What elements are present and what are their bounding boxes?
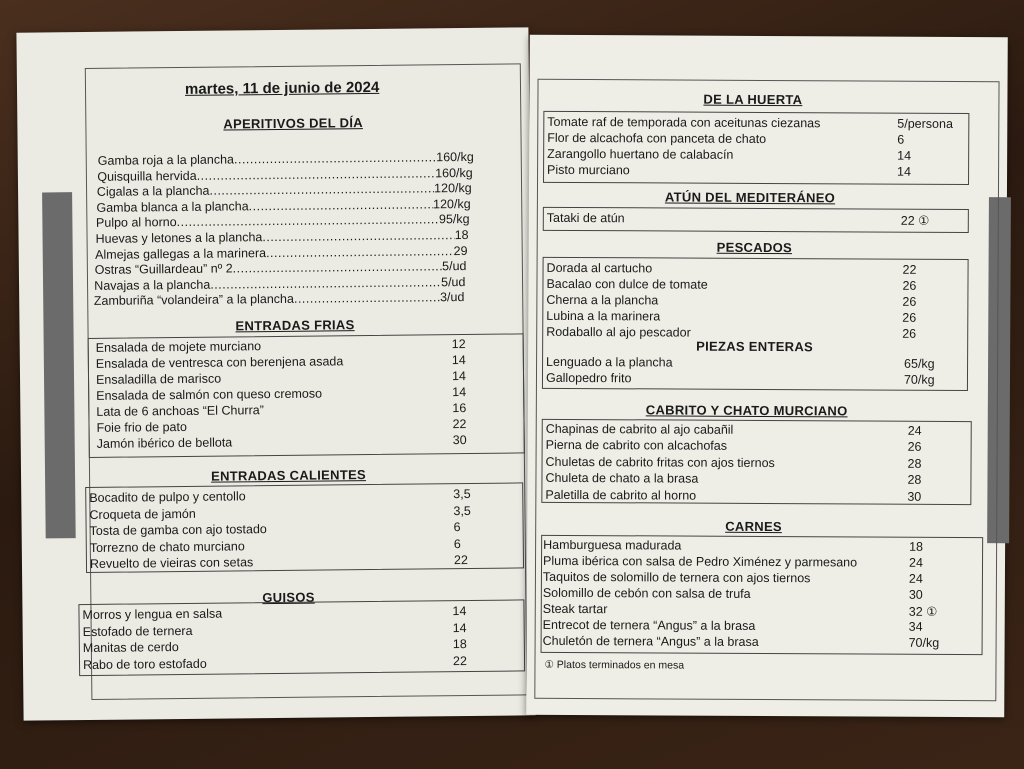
- item-price: 26: [907, 440, 922, 455]
- item-price: 160/kg: [435, 165, 473, 180]
- menu-item: [546, 276, 917, 293]
- dot-leader: [234, 150, 436, 166]
- item-price: 30: [908, 587, 923, 602]
- item-price: 22: [902, 262, 917, 277]
- item-name: Manitas de cerdo: [82, 640, 179, 656]
- item-price: 14: [897, 148, 912, 163]
- dot-leader: [209, 182, 434, 198]
- item-price: 18: [909, 539, 924, 554]
- section-title-carnes: CARNES: [725, 518, 782, 535]
- item-name: Tomate raf de temporada con aceitunas ciezanas: [547, 114, 821, 131]
- item-price: 26: [902, 278, 917, 293]
- section-title-pescados: PESCADOS: [716, 239, 793, 256]
- section-title-entradas-calientes: ENTRADAS CALIENTES: [210, 467, 367, 484]
- menu-item: [96, 385, 467, 403]
- menu-item: [547, 146, 912, 163]
- item-name: Zamburiña “volandeira” a la plancha: [93, 292, 295, 309]
- menu-item: [89, 536, 461, 555]
- item-price: 3,5: [453, 486, 471, 502]
- menu-item: [542, 617, 923, 634]
- item-name: Lubina a la marinera: [546, 308, 661, 324]
- menu-item: [545, 454, 922, 471]
- menu-item: [546, 292, 917, 309]
- item-price: 95/kg: [438, 212, 470, 227]
- menu-item: [547, 130, 905, 147]
- section-title-entradas-frias: ENTRADAS FRIAS: [235, 317, 355, 334]
- dot-leader: [262, 228, 454, 244]
- item-price: 65/kg: [904, 356, 935, 371]
- menu-item: [95, 353, 466, 371]
- item-name: Pierna de cabrito con alcachofas: [545, 438, 728, 454]
- item-price: 18: [454, 227, 469, 243]
- item-price: 3,5: [453, 503, 471, 518]
- dot-leader: [210, 275, 441, 291]
- menu-item: [546, 354, 935, 371]
- item-price: 30: [907, 489, 922, 504]
- item-price: 22: [452, 417, 467, 432]
- menu-item: [542, 633, 940, 650]
- item-price: 3/ud: [439, 290, 465, 305]
- item-name: Quisquilla hervida: [97, 168, 197, 184]
- menu-item: [546, 210, 930, 228]
- item-price: 26: [902, 294, 917, 309]
- item-price: 160/kg: [436, 149, 474, 165]
- item-price: 14: [897, 164, 912, 179]
- item-name: Ensalada de mojete murciano: [95, 339, 262, 355]
- item-name: Torrezno de chato murciano: [89, 539, 245, 555]
- menu-right-page: [526, 35, 1008, 717]
- item-price: 26: [902, 310, 917, 325]
- item-name: Gamba blanca a la plancha: [96, 199, 249, 215]
- item-name: Flor de alcachofa con panceta de chato: [547, 130, 767, 146]
- dot-leader: [266, 244, 454, 260]
- menu-date: martes, 11 de junio de 2024: [184, 78, 380, 98]
- item-name: Lenguado a la plancha: [546, 354, 673, 370]
- item-name: Croqueta de jamón: [89, 506, 196, 522]
- item-name: Gallopedro frito: [545, 370, 632, 386]
- item-price: 6: [453, 536, 461, 551]
- item-price: 29: [453, 243, 468, 258]
- item-price: 120/kg: [433, 196, 471, 212]
- item-name: Estofado de ternera: [82, 623, 193, 639]
- section-title-guisos: GUISOS: [262, 589, 315, 606]
- item-name: Revuelto de vieiras con setas: [89, 555, 254, 572]
- item-name: Rodaballo al ajo pescador: [546, 324, 691, 340]
- item-name: Gamba roja a la plancha: [97, 152, 235, 168]
- item-price: 6: [453, 520, 461, 535]
- item-price: 14: [452, 604, 467, 619]
- menu-left-page: [16, 27, 535, 720]
- item-name: Ostras “Guillardeau” nº 2: [94, 261, 233, 278]
- item-price: 14: [452, 385, 467, 400]
- item-name: Entrecot de ternera “Angus” a la brasa: [542, 617, 756, 633]
- item-price: 16: [452, 401, 467, 416]
- item-name: Taquitos de solomillo de ternera con ajos tiernos: [542, 569, 811, 586]
- item-price: 70/kg: [908, 635, 940, 650]
- item-name: Cherna a la plancha: [546, 292, 659, 308]
- item-price: 24: [908, 571, 923, 586]
- item-price: 14: [451, 369, 467, 384]
- item-name: Chapinas de cabrito al ajo cabañil: [545, 421, 734, 437]
- menu-item: [542, 553, 923, 570]
- dot-leader: [233, 259, 443, 275]
- dot-leader: [177, 213, 440, 230]
- item-name: Pulpo al horno: [95, 215, 177, 231]
- item-price: 12: [451, 337, 466, 352]
- menu-item: [89, 520, 461, 539]
- item-price: 70/kg: [903, 372, 935, 387]
- menu-item: [546, 308, 917, 325]
- item-price: 34: [908, 619, 923, 634]
- item-price: 26: [902, 326, 917, 341]
- item-name: Solomillo de cebón con salsa de trufa: [542, 585, 751, 601]
- menu-item: [89, 553, 468, 572]
- item-price: 18: [452, 637, 467, 652]
- menu-item: [95, 337, 466, 355]
- menu-item: [545, 438, 922, 455]
- item-price: 28: [907, 472, 922, 487]
- menu-item: [542, 601, 938, 619]
- dot-leader: [197, 166, 436, 182]
- item-name: Jamón ibérico de bellota: [96, 435, 233, 451]
- subsection-title-piezas-enteras: PIEZAS ENTERAS: [696, 338, 814, 355]
- menu-item: [82, 653, 467, 672]
- item-name: Rabo de toro estofado: [82, 656, 207, 672]
- item-price: 32 ①: [908, 604, 938, 619]
- section-title-huerta: DE LA HUERTA: [703, 91, 803, 108]
- item-name: Steak tartar: [542, 601, 608, 617]
- item-price: 14: [452, 620, 467, 635]
- item-price: 5/persona: [897, 116, 953, 131]
- menu-item: [543, 537, 924, 554]
- item-name: Bacalao con dulce de tomate: [546, 276, 708, 292]
- menu-item: [542, 569, 923, 586]
- item-name: Bocadito de pulpo y centollo: [89, 489, 246, 505]
- menu-item: [545, 471, 922, 487]
- item-name: Hamburguesa madurada: [543, 537, 682, 553]
- menu-item: [82, 637, 467, 656]
- menu-item: [542, 585, 923, 602]
- item-name: Chuleta de chato a la brasa: [545, 471, 699, 486]
- item-name: Zarangollo huertano de calabacín: [547, 146, 734, 162]
- item-name: Huevas y letones a la plancha: [95, 230, 263, 246]
- item-price: 6: [897, 132, 905, 147]
- item-name: Pisto murciano: [547, 162, 630, 178]
- menu-item: [89, 486, 471, 505]
- menu-item: [546, 324, 917, 341]
- item-price: 28: [907, 456, 922, 471]
- item-name: Morros y lengua en salsa: [82, 606, 223, 623]
- item-price: 14: [451, 353, 466, 368]
- item-price: 22 ①: [900, 213, 930, 228]
- item-price: 5/ud: [442, 259, 467, 274]
- dot-leader: [294, 291, 440, 307]
- item-name: Tataki de atún: [546, 210, 625, 226]
- menu-item: [96, 401, 467, 419]
- item-price: 30: [452, 433, 467, 448]
- item-name: Navajas a la plancha: [94, 277, 211, 293]
- menu-item: [546, 260, 917, 277]
- section-title-atun: ATÚN DEL MEDITERÁNEO: [664, 189, 836, 206]
- menu-item: [82, 604, 467, 623]
- item-name: Pluma ibérica con salsa de Pedro Ximénez y parmesano: [542, 553, 858, 570]
- item-name: Dorada al cartucho: [546, 260, 653, 276]
- item-name: Lata de 6 anchoas “El Churra”: [96, 403, 264, 419]
- menu-item: [96, 417, 467, 435]
- menu-item: [545, 421, 922, 438]
- item-name: Ensalada de salmón con queso cremoso: [96, 386, 323, 403]
- item-name: Ensalada de ventresca con berenjena asada: [95, 354, 344, 371]
- item-name: Chuletas de cabrito fritas con ajos tiernos: [545, 454, 775, 470]
- item-name: Foie frio de pato: [96, 419, 187, 435]
- menu-item: [545, 487, 922, 504]
- decorative-sidebar: [42, 192, 76, 538]
- item-price: 22: [452, 653, 467, 668]
- item-price: 24: [908, 555, 923, 570]
- item-price: 120/kg: [434, 181, 472, 196]
- item-name: Tosta de gamba con ajo tostado: [89, 522, 267, 539]
- section-title-cabrito: CABRITO Y CHATO MURCIANO: [645, 402, 848, 419]
- section-title-aperitivos: APERITIVOS DEL DÍA: [223, 115, 363, 132]
- dot-leader: [249, 197, 434, 213]
- footnote: ① Platos terminados en mesa: [544, 658, 685, 672]
- item-name: Chuletón de ternera “Angus” a la brasa: [542, 633, 759, 649]
- menu-item: [89, 503, 471, 522]
- menu-item: [545, 370, 935, 387]
- item-name: Cigalas a la plancha: [96, 183, 210, 200]
- item-price: 22: [453, 553, 468, 568]
- item-price: 5/ud: [441, 274, 466, 290]
- item-name: Paletilla de cabrito al horno: [545, 487, 697, 503]
- item-name: Ensaladilla de marisco: [95, 371, 222, 387]
- menu-item: [547, 114, 953, 131]
- menu-item: [547, 162, 912, 179]
- item-name: Almejas gallegas a la marinera: [95, 245, 267, 262]
- item-price: 24: [907, 423, 922, 438]
- menu-item: [95, 369, 467, 387]
- menu-item: [82, 620, 467, 639]
- menu-item: [96, 433, 467, 451]
